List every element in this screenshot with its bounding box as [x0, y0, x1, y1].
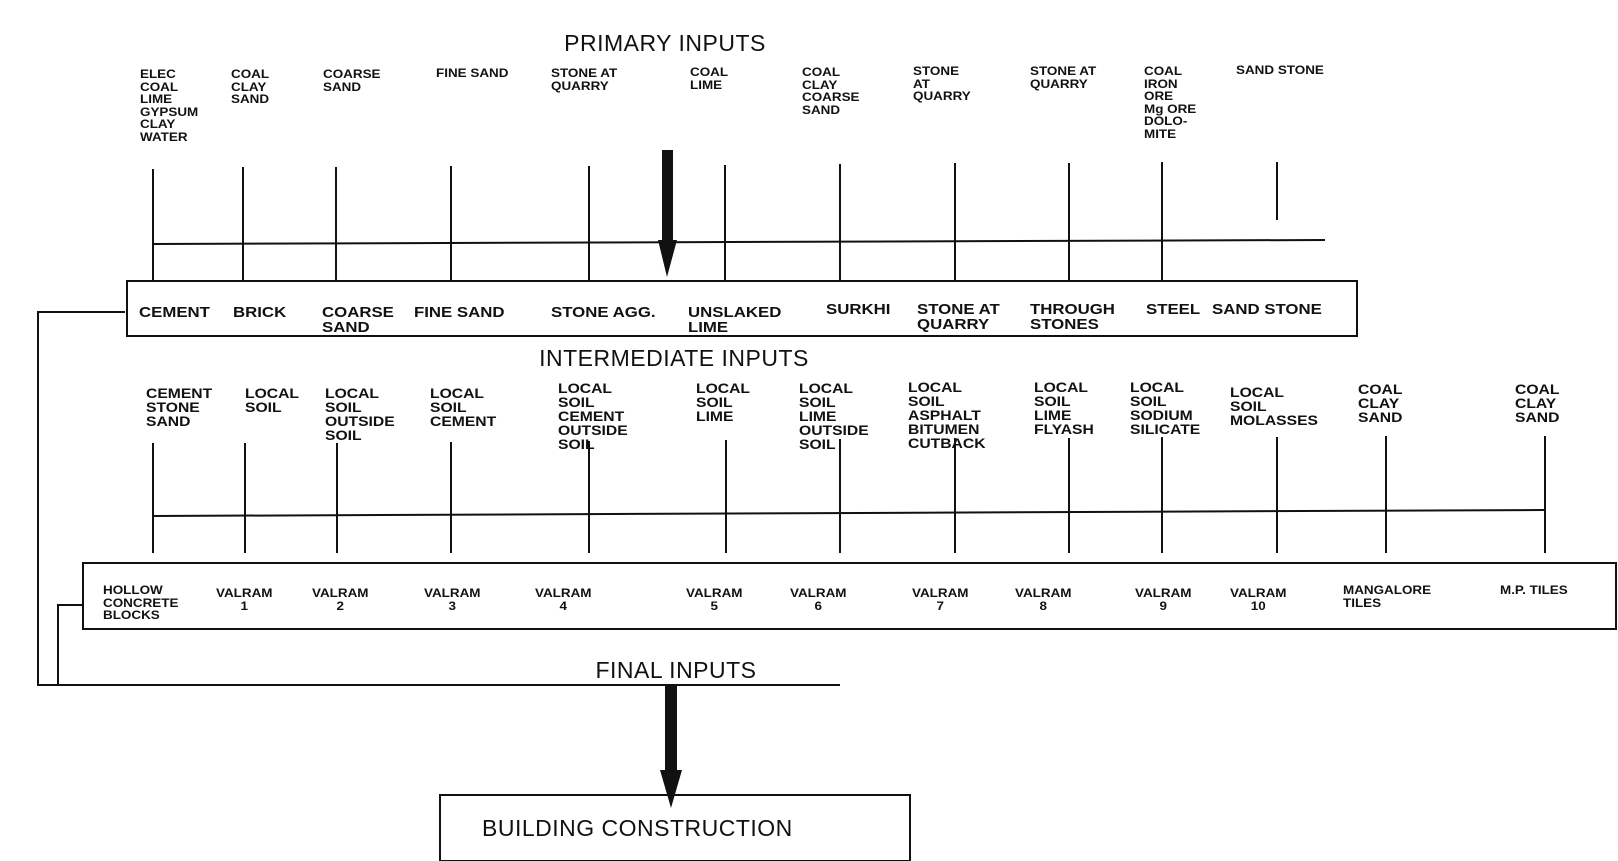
building-construction-label: BUILDING CONSTRUCTION [482, 814, 793, 841]
intermediate-input-label: LOCAL SOIL LIME OUTSIDE SOIL [799, 380, 869, 452]
primary-input-label: COAL CLAY SAND [231, 67, 270, 107]
intermediate-product-label: SAND STONE [1212, 301, 1322, 318]
primary-input-label: SAND STONE [1236, 63, 1324, 77]
intermediate-input-label: LOCAL SOIL SODIUM SILICATE [1130, 379, 1201, 437]
intermediate-input-label: LOCAL SOIL CEMENT [430, 385, 497, 429]
primary-arrow [658, 150, 677, 277]
final-product-label: VALRAM 7 [912, 586, 969, 613]
primary-inputs-heading: PRIMARY INPUTS [564, 30, 766, 56]
intermediate-input-label: COAL CLAY SAND [1515, 381, 1560, 425]
final-product-label: VALRAM 6 [790, 586, 847, 613]
primary-input-label: ELEC COAL LIME GYPSUM CLAY WATER [140, 67, 199, 144]
final-product-label: VALRAM 9 [1135, 586, 1192, 613]
final-product-label: M.P. TILES [1500, 583, 1568, 597]
intermediate-product-label: BRICK [233, 304, 287, 321]
final-arrow [660, 685, 682, 808]
primary-input-label: STONE AT QUARRY [551, 66, 618, 93]
intermediate-input-label: LOCAL SOIL [245, 385, 300, 415]
intermediate-bus-line [153, 510, 1545, 516]
final-product-label: VALRAM 5 [686, 586, 743, 613]
final-product-label: VALRAM 8 [1015, 586, 1072, 613]
intermediate-product-label: STONE AGG. [551, 304, 656, 321]
intermediate-drop-lines [153, 436, 1545, 553]
intermediate-input-label: LOCAL SOIL LIME FLYASH [1034, 379, 1094, 437]
primary-input-label: COAL LIME [690, 65, 729, 92]
final-product-label: VALRAM 1 [216, 586, 273, 613]
intermediate-product-label: CEMENT [139, 304, 210, 321]
intermediate-product-label: COARSE SAND [322, 304, 394, 337]
final-product-label: VALRAM 3 [424, 586, 481, 613]
primary-input-label: STONE AT QUARRY [1030, 64, 1097, 91]
final-product-label: VALRAM 4 [535, 586, 592, 613]
intermediate-product-label: UNSLAKED LIME [688, 304, 782, 337]
primary-input-label: COAL IRON ORE Mg ORE DOLO- MITE [1144, 64, 1197, 141]
final-product-label: MANGALORE TILES [1343, 583, 1432, 610]
intermediate-inputs-heading: INTERMEDIATE INPUTS [539, 345, 809, 371]
primary-input-label: COAL CLAY COARSE SAND [802, 65, 860, 117]
intermediate-input-label: LOCAL SOIL OUTSIDE SOIL [325, 385, 395, 443]
intermediate-input-label: CEMENT STONE SAND [146, 385, 213, 429]
primary-drop-lines [153, 162, 1277, 280]
blocks-feedback-connector [58, 605, 82, 685]
primary-input-label: STONE AT QUARRY [913, 64, 971, 104]
final-product-label: HOLLOW CONCRETE BLOCKS [103, 583, 179, 623]
intermediate-input-label: LOCAL SOIL CEMENT OUTSIDE SOIL [558, 380, 628, 452]
intermediate-product-label: STEEL [1146, 301, 1201, 318]
primary-bus-line [153, 240, 1325, 244]
final-product-label: VALRAM 2 [312, 586, 369, 613]
primary-input-label: FINE SAND [436, 66, 509, 80]
final-inputs-heading: FINAL INPUTS [595, 657, 757, 683]
final-product-label: VALRAM 10 [1230, 586, 1287, 613]
primary-input-label: COARSE SAND [323, 67, 381, 94]
intermediate-input-label: LOCAL SOIL LIME [696, 380, 751, 424]
intermediate-input-label: LOCAL SOIL MOLASSES [1230, 384, 1319, 428]
intermediate-input-label: LOCAL SOIL ASPHALT BITUMEN CUTBACK [908, 379, 986, 451]
intermediate-input-label: COAL CLAY SAND [1358, 381, 1403, 425]
intermediate-product-label: STONE AT QUARRY [917, 301, 1000, 334]
intermediate-product-label: THROUGH STONES [1030, 301, 1115, 334]
intermediate-product-label: SURKHI [826, 301, 891, 318]
intermediate-product-label: FINE SAND [414, 304, 505, 321]
